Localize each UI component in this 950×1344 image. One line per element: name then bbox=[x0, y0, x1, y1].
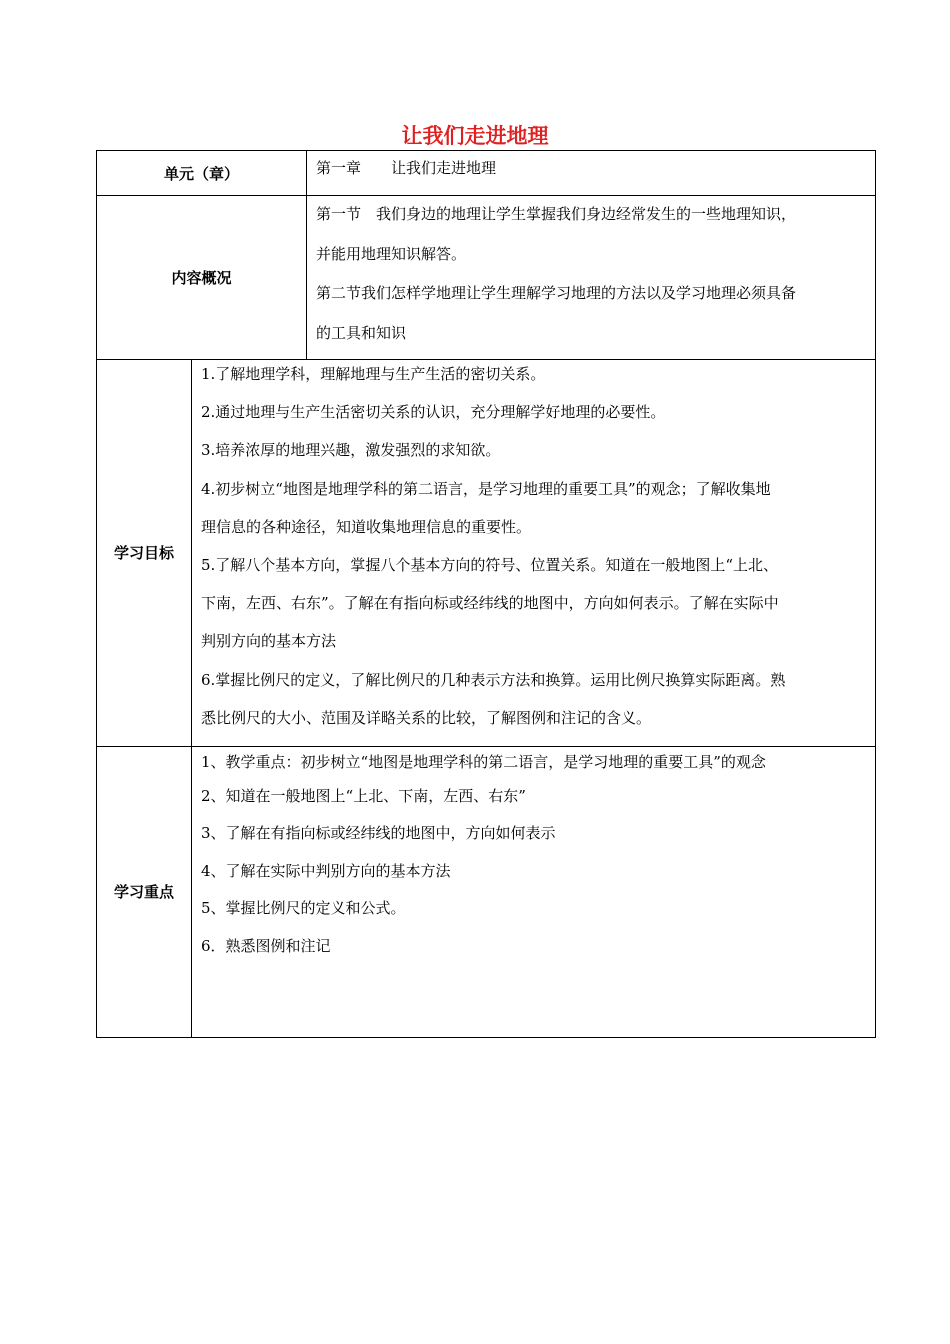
goal-line: 6.掌握比例尺的定义，了解比例尺的几种表示方法和换算。运用比例尺换算实际距离。熟 bbox=[201, 670, 786, 689]
key-points-row bbox=[97, 746, 876, 1037]
goal-line: 判别方向的基本方法 bbox=[201, 632, 337, 651]
goal-line: 5.了解八个基本方向，掌握八个基本方向的符号、位置关系。知道在一般地图上“上北、 bbox=[201, 555, 778, 574]
overview-label: 内容概况 bbox=[97, 196, 307, 360]
overview-line: 第一节 我们身边的地理让学生掌握我们身边经常发生的一些地理知识， bbox=[316, 205, 797, 223]
unit-label: 单元（章） bbox=[97, 151, 307, 196]
key-point-line: 2、知道在一般地图上“上北、下南，左西、右东” bbox=[201, 786, 526, 805]
key-points-label: 学习重点 bbox=[97, 746, 192, 1037]
goal-line: 3.培养浓厚的地理兴趣，激发强烈的求知欲。 bbox=[201, 441, 501, 460]
unit-value-cell bbox=[307, 151, 876, 196]
lesson-plan-table bbox=[96, 150, 876, 1038]
overview-line: 第二节我们怎样学地理让学生理解学习地理的方法以及学习地理必须具备 bbox=[316, 284, 797, 302]
goal-line: 2.通过地理与生产生活密切关系的认识，充分理解学好地理的必要性。 bbox=[201, 403, 666, 422]
goal-line: 悉比例尺的大小、范围及详略关系的比较，了解图例和注记的含义。 bbox=[201, 708, 652, 727]
goal-line: 4.初步树立“地图是地理学科的第二语言，是学习地理的重要工具”的观念；了解收集地 bbox=[201, 479, 771, 498]
key-point-line: 1、教学重点：初步树立“地图是地理学科的第二语言，是学习地理的重要工具”的观念 bbox=[201, 752, 766, 771]
key-point-line: 4、了解在实际中判别方向的基本方法 bbox=[201, 861, 451, 880]
goal-line: 下南，左西、右东”。了解在有指向标或经纬线的地图中，方向如何表示。了解在实际中 bbox=[201, 594, 779, 613]
goal-line: 理信息的各种途径，知道收集地理信息的重要性。 bbox=[201, 517, 532, 536]
overview-line: 的工具和知识 bbox=[316, 323, 407, 342]
document-title: 让我们走进地理 bbox=[401, 124, 549, 148]
overview-line: 并能用地理知识解答。 bbox=[316, 244, 467, 263]
overview-row bbox=[97, 196, 876, 360]
goals-row bbox=[97, 360, 876, 747]
goals-label: 学习目标 bbox=[97, 360, 192, 747]
overview-cell bbox=[307, 196, 876, 360]
goal-line: 1.了解地理学科，理解地理与生产生活的密切关系。 bbox=[201, 365, 546, 383]
unit-value: 第一章 让我们走进地理 bbox=[316, 159, 497, 177]
key-point-line: 3、了解在有指向标或经纬线的地图中，方向如何表示 bbox=[201, 824, 556, 843]
key-point-line: 6．熟悉图例和注记 bbox=[201, 936, 331, 955]
goals-cell bbox=[192, 360, 876, 747]
unit-row bbox=[97, 151, 876, 196]
key-point-line: 5、掌握比例尺的定义和公式。 bbox=[201, 899, 406, 918]
key-points-cell bbox=[192, 746, 876, 1037]
